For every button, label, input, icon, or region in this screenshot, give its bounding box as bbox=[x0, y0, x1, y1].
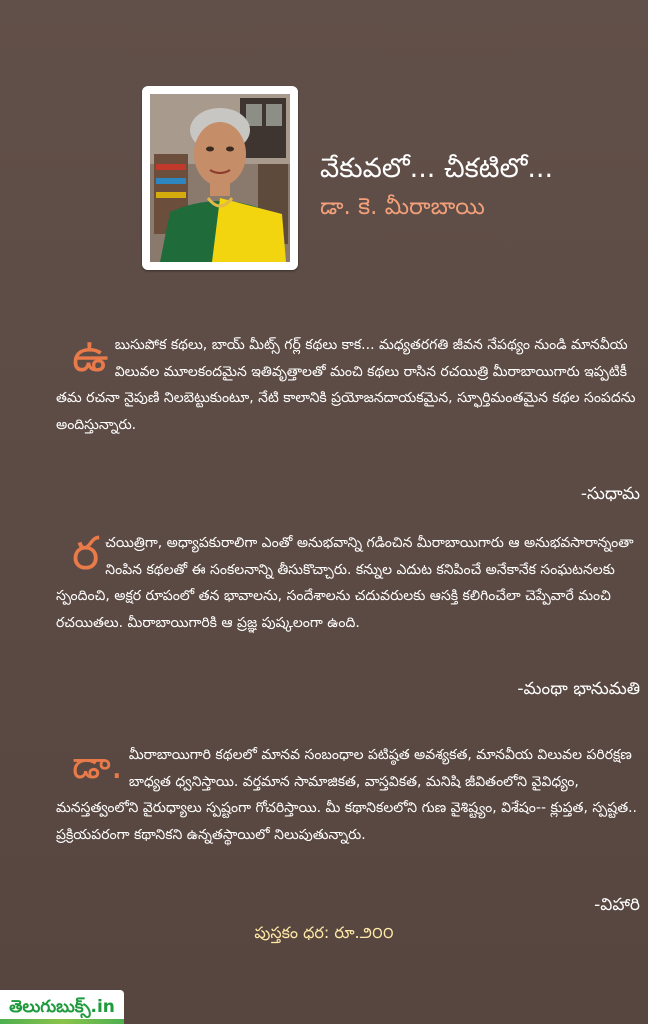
dropcap: ర bbox=[72, 526, 100, 580]
blurb-signature: -విహారి bbox=[594, 895, 640, 915]
author-photo-icon bbox=[150, 94, 290, 262]
blurb-text: మీరాబాయిగారి కథలలో మానవ సంబంధాల పటిష్ఠత అవశ్యకత, మానవీయ విలువల పరిరక్షణ బాధ్యత ధ్వనిస్తాయి. వర్తమాన సామాజికత, వాస్తవికత, మనిషి జీవితంలోని వైవిధ్యం, మనస్తత్వంలోని వైరుధ్యాలు స్పష్టంగా గోచరిస్తాయి. మీ కథానికలలోని గుణ వైశిష్ట్యం, విశేషం-- క్లుప్తత, స్పష్టత.. ప్రక్రియపరంగా కథానికని ఉన్నతస్థాయిలో నిలుపుతున్నారు. bbox=[56, 747, 638, 843]
blurb-3 bbox=[56, 742, 646, 848]
blurb-signature: -మంథా భానుమతి bbox=[517, 679, 640, 699]
book-price: పుస్తకం ధర: రూ.౨౦౦ bbox=[254, 923, 394, 942]
blurb-text: చయిత్రిగా, అధ్యాపకురాలిగా ఎంతో అనుభవాన్ని గడించిన మీరాబాయిగారు ఆ అనుభవసారాన్నంతా నింపిన కథలతో ఈ సంకలనాన్ని తీసుకొచ్చారు. కన్నుల ఎదుట కనిపించే అనేకానేక సంఘటనలకు స్పందించి, అక్షర రూపంలో తన భావాలను, సందేశాలను చదువరులకు ఆసక్తి కలిగించేలా చెప్పేవారే మంచి రచయితలు. మీరాబాయిగారికి ఆ ప్రజ్ఞ పుష్కలంగా ఉంది. bbox=[56, 535, 634, 631]
book-title: వేకువలో... చీకటిలో... bbox=[320, 153, 554, 184]
blurb-1 bbox=[56, 328, 646, 438]
blurb-2 bbox=[56, 526, 646, 636]
blurb-signature: -సుధామ bbox=[580, 484, 640, 504]
author-photo bbox=[142, 86, 298, 270]
blurb-text: బుసుపోక కథలు, బాయ్ మీట్స్ గర్ల్ కథలు కాక... మధ్యతరగతి జీవన నేపథ్యం నుండి మానవీయ విలువల మూలకందమైన ఇతివృత్తాలతో మంచి కథలు రాసిన రచయిత్రి మీరాబాయిగారు ఇప్పటికీ తమ రచనా నైపుణి నిలబెట్టుకుంటూ, నేటి కాలానికి ప్రయోజనదాయకమైన, స్ఫూర్తిమంతమైన కథల సంపదను అందిస్తున్నారు. bbox=[56, 337, 636, 433]
grass-decoration bbox=[0, 1019, 124, 1024]
dropcap: ఉ bbox=[72, 328, 109, 382]
website-watermark bbox=[0, 990, 124, 1024]
author-name: డా. కె. మీరాబాయి bbox=[320, 194, 485, 220]
website-label: తెలుగుబుక్స్.in bbox=[9, 997, 115, 1017]
dropcap: డా. bbox=[72, 743, 123, 787]
